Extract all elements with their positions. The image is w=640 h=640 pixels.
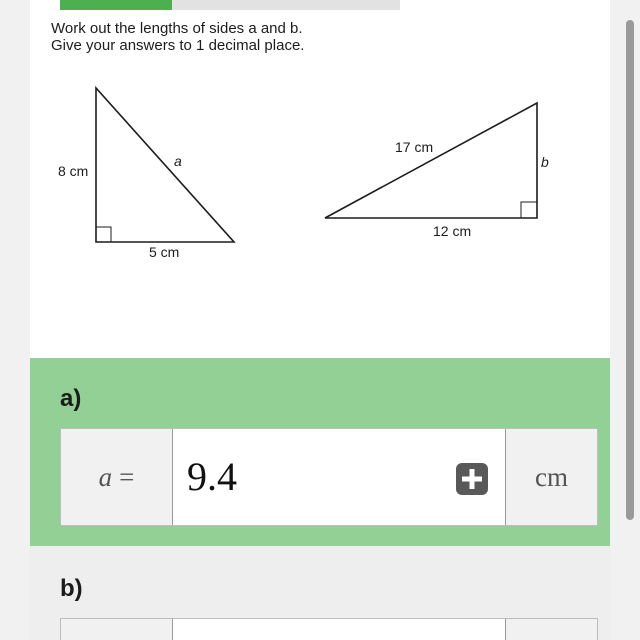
triangle-2 [325, 103, 549, 239]
part-a-answer-row [60, 428, 598, 526]
instruction-line-1: Work out the lengths of sides a and b. [51, 20, 303, 37]
instruction-line-2: Give your answers to 1 decimal place. [51, 37, 305, 54]
insert-symbol-button[interactable] [456, 463, 488, 495]
answer-input[interactable] [172, 429, 506, 525]
variable-label [61, 429, 172, 525]
part-a-title: a) [60, 385, 82, 412]
right-angle-marker-1 [96, 227, 111, 242]
variable-name: a [98, 461, 113, 492]
triangle-figures [30, 0, 610, 300]
unit-label-b [506, 619, 597, 640]
unit-label: cm [535, 461, 568, 492]
right-angle-marker-2 [521, 202, 537, 218]
equals-sign: = [119, 461, 135, 492]
triangle-2-shape [325, 103, 537, 218]
scrollbar-thumb[interactable] [626, 20, 634, 520]
part-b-title: b) [60, 575, 83, 602]
part-a-panel [30, 358, 610, 546]
answer-input-value[interactable]: 9.4 [187, 454, 237, 499]
part-b-panel [30, 546, 610, 640]
triangle-1 [58, 88, 234, 260]
triangle-1-hypotenuse-label: a [174, 153, 182, 169]
triangle-2-bottom-label: 12 cm [433, 223, 472, 239]
triangle-1-bottom-label: 5 cm [149, 244, 180, 260]
question-panel [30, 0, 610, 640]
triangle-2-right-label: b [541, 154, 549, 170]
triangle-2-hypotenuse-label: 17 cm [395, 139, 434, 155]
triangle-1-shape [96, 88, 234, 242]
part-b-answer-row [60, 618, 598, 640]
triangle-1-left-label: 8 cm [58, 163, 89, 179]
answer-input-b[interactable] [172, 619, 506, 640]
variable-label-b [61, 619, 172, 640]
plus-box-icon [456, 463, 488, 495]
